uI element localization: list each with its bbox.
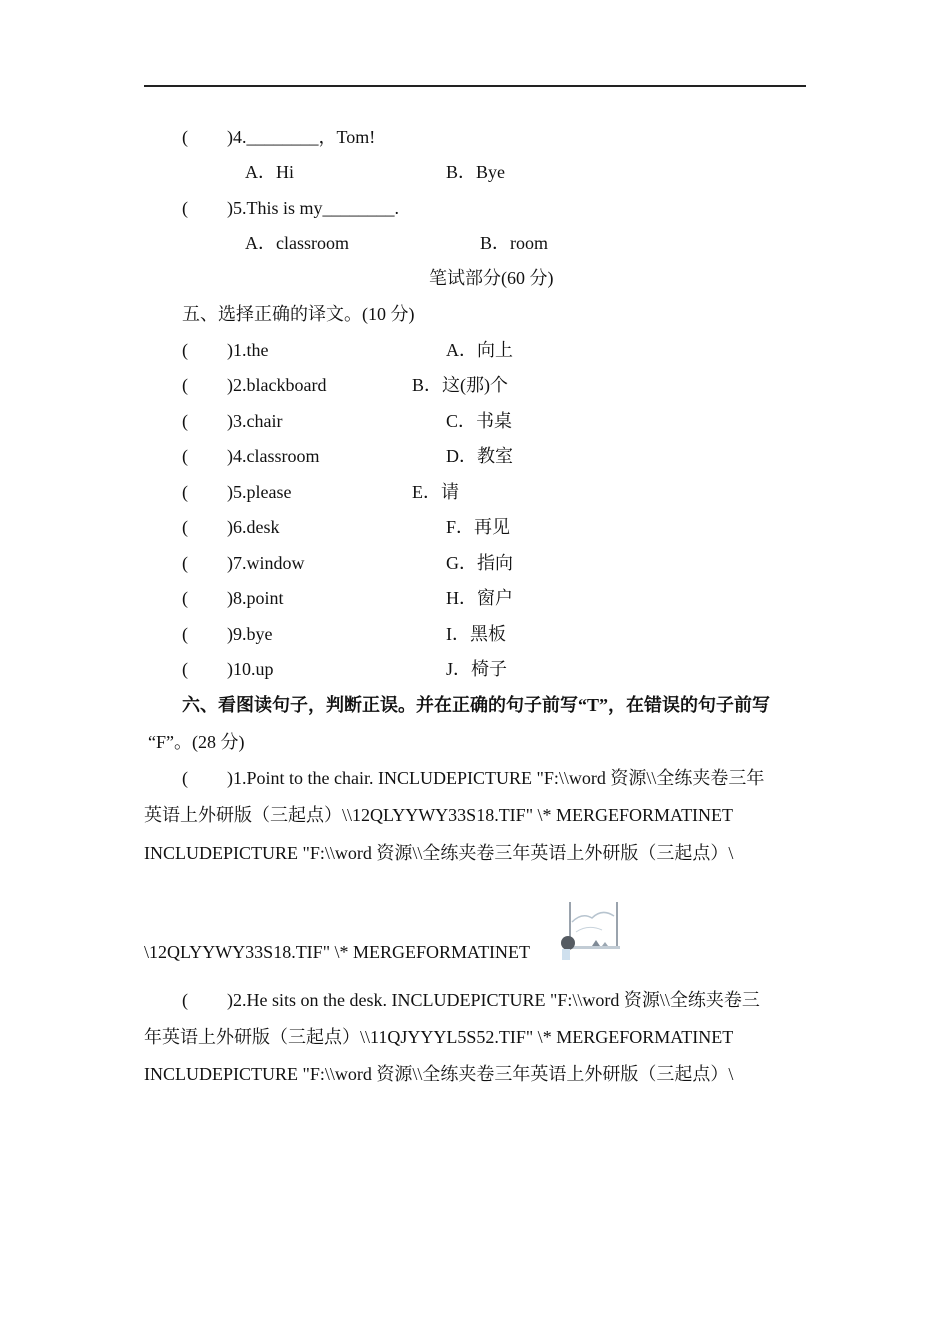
section6-title-cont: “F”。(28 分) (148, 732, 245, 752)
translation-option: I．黑板 (446, 624, 506, 644)
vocab-word: )5.please (227, 482, 292, 502)
vocab-word: )7.window (227, 553, 305, 573)
option-b: B．Bye (446, 162, 506, 182)
section6-title: 六、看图读句子，判断正误。并在正确的句子前写“T”，在错误的句子前写 (182, 695, 771, 715)
vocab-word: )1.the (227, 340, 269, 360)
answer-paren: ( (182, 198, 188, 218)
section5-title: 五、选择正确的译文。(10 分) (182, 304, 415, 324)
answer-paren: ( (182, 411, 188, 431)
vocab-word: )4.classroom (227, 446, 320, 466)
question-text: )5.This is my________. (227, 198, 400, 218)
vocab-word: )6.desk (227, 517, 280, 537)
vocab-word: )2.blackboard (227, 375, 327, 395)
answer-paren: ( (182, 340, 188, 360)
q1-text-cont: \12QLYYWY33S18.TIF" \* MERGEFORMATINET (144, 942, 531, 962)
vocab-word: )3.chair (227, 411, 283, 431)
window-chair-picture (558, 902, 620, 960)
translation-option: F．再见 (446, 517, 511, 537)
answer-paren: ( (182, 990, 188, 1010)
translation-option: B．这(那)个 (412, 375, 508, 395)
vocab-word: )8.point (227, 588, 284, 608)
q1-text: )1.Point to the chair. INCLUDEPICTURE "F:\\word 资源\\全练夹卷三年 (227, 768, 765, 788)
question-text: )4.________，Tom! (227, 127, 376, 147)
answer-paren: ( (182, 517, 188, 537)
answer-paren: ( (182, 768, 188, 788)
q1-text-cont: 英语上外研版（三起点）\\12QLYYWY33S18.TIF" \* MERGEFORMATINET (144, 805, 734, 825)
written-part-heading: 笔试部分(60 分) (429, 268, 554, 288)
answer-paren: ( (182, 482, 188, 502)
q2-text: )2.He sits on the desk. INCLUDEPICTURE "F:\\word 资源\\全练夹卷三 (227, 990, 760, 1010)
q1-text-cont: INCLUDEPICTURE "F:\\word 资源\\全练夹卷三年英语上外研版（三起点）\ (144, 843, 734, 863)
vocab-word: )10.up (227, 659, 274, 679)
option-a: A．Hi (245, 162, 294, 182)
translation-option: C．书桌 (446, 411, 513, 431)
translation-option: G．指向 (446, 553, 513, 573)
answer-paren: ( (182, 375, 188, 395)
answer-paren: ( (182, 588, 188, 608)
translation-option: H．窗户 (446, 588, 513, 608)
answer-paren: ( (182, 446, 188, 466)
answer-paren: ( (182, 659, 188, 679)
option-a: A．classroom (245, 233, 349, 253)
translation-option: D．教室 (446, 446, 513, 466)
translation-option: A．向上 (446, 340, 513, 360)
answer-paren: ( (182, 553, 188, 573)
q2-text-cont: 年英语上外研版（三起点）\\11QJYYYL5S52.TIF" \* MERGEFORMATINET (144, 1027, 734, 1047)
header-rule (144, 85, 806, 87)
vocab-word: )9.bye (227, 624, 273, 644)
q2-text-cont: INCLUDEPICTURE "F:\\word 资源\\全练夹卷三年英语上外研版（三起点）\ (144, 1064, 734, 1084)
option-b: B．room (480, 233, 549, 253)
translation-option: J．椅子 (446, 659, 508, 679)
translation-option: E．请 (412, 482, 459, 502)
answer-paren: ( (182, 624, 188, 644)
answer-paren: ( (182, 127, 188, 147)
